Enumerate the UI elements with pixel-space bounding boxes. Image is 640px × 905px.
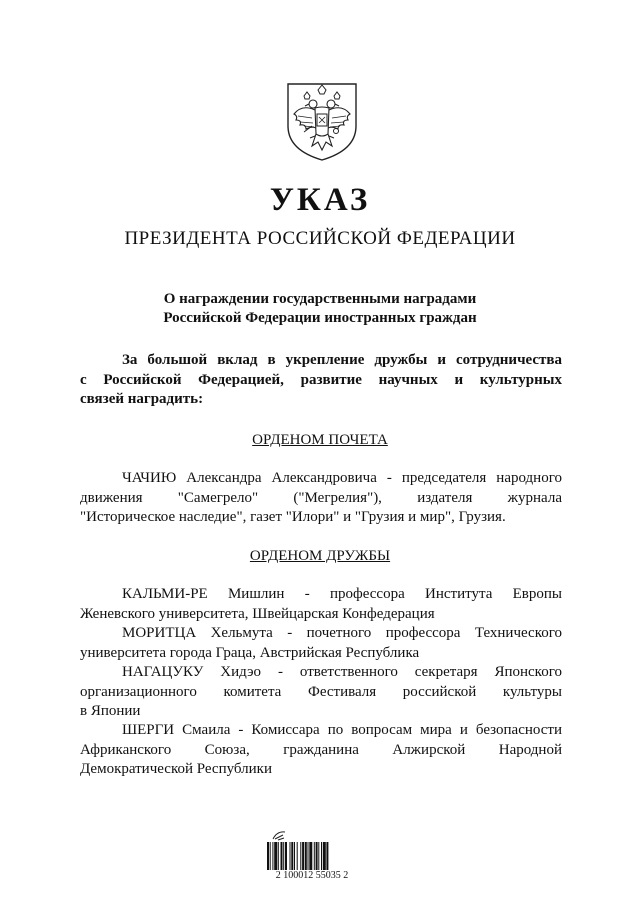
decree-heading-line: О награждении государственными наградами [163,291,477,307]
decree-heading-line: Российской Федерации иностранных граждан [163,310,477,326]
award-line: ШЕРГИ Смаила - Комиссара по вопросам мира и безопасности [122,722,562,738]
award-line: МОРИТЦА Хельмута - почетного профессора Технического [122,625,562,641]
award-line: ЧАЧИЮ Александра Александровича - председателя народного [122,470,562,486]
award-paragraph [80,585,562,624]
document-subtitle: ПРЕЗИДЕНТА РОССИЙСКОЙ ФЕДЕРАЦИИ [124,228,516,249]
award-line: "Историческое наследие", газет "Илори" и "Грузия и мир", Грузия. [80,509,506,525]
printer-mark-icon [272,829,286,841]
award-line: университета города Граца, Австрийская Республика [80,644,420,661]
section-title-order-of-honour: ОРДЕНОМ ПОЧЕТА [252,432,388,448]
award-line: движения "Самегрело" ("Мегрелия"), издателя журнала [80,489,562,506]
coat-of-arms-emblem-icon [282,76,362,162]
award-paragraph [80,721,562,780]
barcode-icon [267,842,351,870]
award-paragraph [80,663,562,722]
preamble-line: с Российской Федерацией, развитие научных и культурных [80,371,562,388]
preamble-line: связей наградить: [80,391,204,407]
award-line: КАЛЬМИ-РЕ Мишлин - профессора Института Европы [122,586,562,602]
award-line: Демократической Республики [80,761,272,777]
document-title: УКАЗ [269,182,371,218]
barcode-number: 2 100012 55035 2 [275,870,349,881]
preamble-line: За большой вклад в укрепление дружбы и сотрудничества [122,352,562,368]
award-paragraph [80,469,562,528]
award-line: в Японии [80,703,141,719]
award-line: НАГАЦУКУ Хидэо - ответственного секретаря Японского [122,664,562,680]
award-line: Женевского университета, Швейцарская Конфедерация [80,605,435,622]
section-title-order-of-friendship: ОРДЕНОМ ДРУЖБЫ [249,548,391,564]
award-paragraph [80,624,562,663]
award-line: Африканского Союза, гражданина Алжирской Народной [80,741,562,758]
decree-heading [0,290,640,328]
decree-preamble [80,351,562,410]
award-line: организационного комитета Фестиваля российской культуры [80,683,562,700]
